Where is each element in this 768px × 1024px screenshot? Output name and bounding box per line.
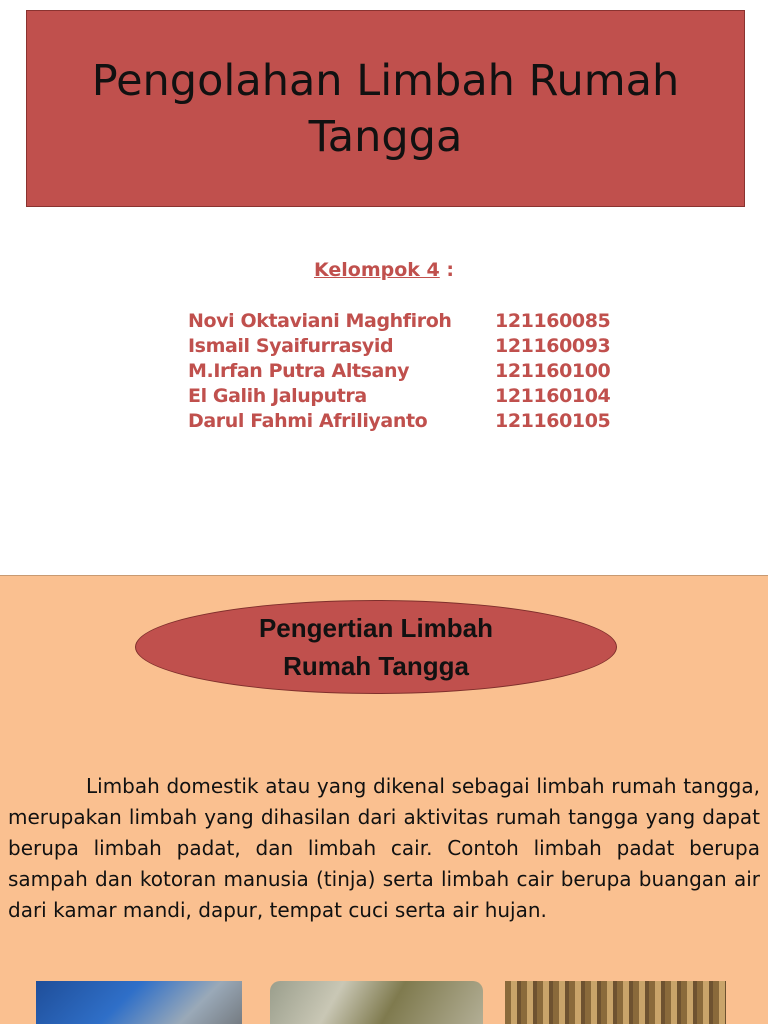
member-row	[188, 310, 628, 335]
member-name: El Galih Jaluputra	[188, 385, 367, 407]
member-row	[188, 410, 628, 435]
member-name: Novi Oktaviani Maghfiroh	[188, 310, 452, 332]
waste-photo-garbage	[270, 981, 483, 1024]
slide-title-text: Pengolahan Limbah Rumah Tangga	[91, 55, 680, 162]
group-name: Kelompok 4	[314, 259, 440, 281]
title-box	[26, 10, 745, 207]
member-name: M.Irfan Putra Altsany	[188, 360, 410, 382]
member-id: 121160105	[495, 410, 611, 432]
slide-heading: Pengertian Limbah Rumah Tangga	[258, 613, 494, 681]
member-name: Ismail Syaifurrasyid	[188, 335, 394, 357]
member-list	[188, 310, 628, 435]
slide-definition	[0, 575, 768, 1024]
group-label	[0, 259, 768, 281]
member-name: Darul Fahmi Afriliyanto	[188, 410, 428, 432]
member-row	[188, 385, 628, 410]
member-row	[188, 360, 628, 385]
member-row	[188, 335, 628, 360]
heading-ellipse	[135, 600, 617, 694]
member-id: 121160093	[495, 335, 611, 357]
member-id: 121160100	[495, 360, 611, 382]
member-id: 121160085	[495, 310, 611, 332]
waste-photo-bin	[36, 981, 242, 1024]
definition-paragraph: Limbah domestik atau yang dikenal sebagai limbah rumah tangga, merupakan limbah yang dihasilan dari aktivitas rumah tangga yang dapat berupa limbah padat, dan limbah cair. Contoh limbah padat berupa sampah dan kotoran manusia (tinja) serta limbah cair berupa buangan air dari kamar mandi, dapur, tempat cuci serta air hujan.	[8, 774, 760, 922]
waste-photo-bamboo	[505, 981, 726, 1024]
group-colon: :	[439, 259, 454, 281]
member-id: 121160104	[495, 385, 611, 407]
